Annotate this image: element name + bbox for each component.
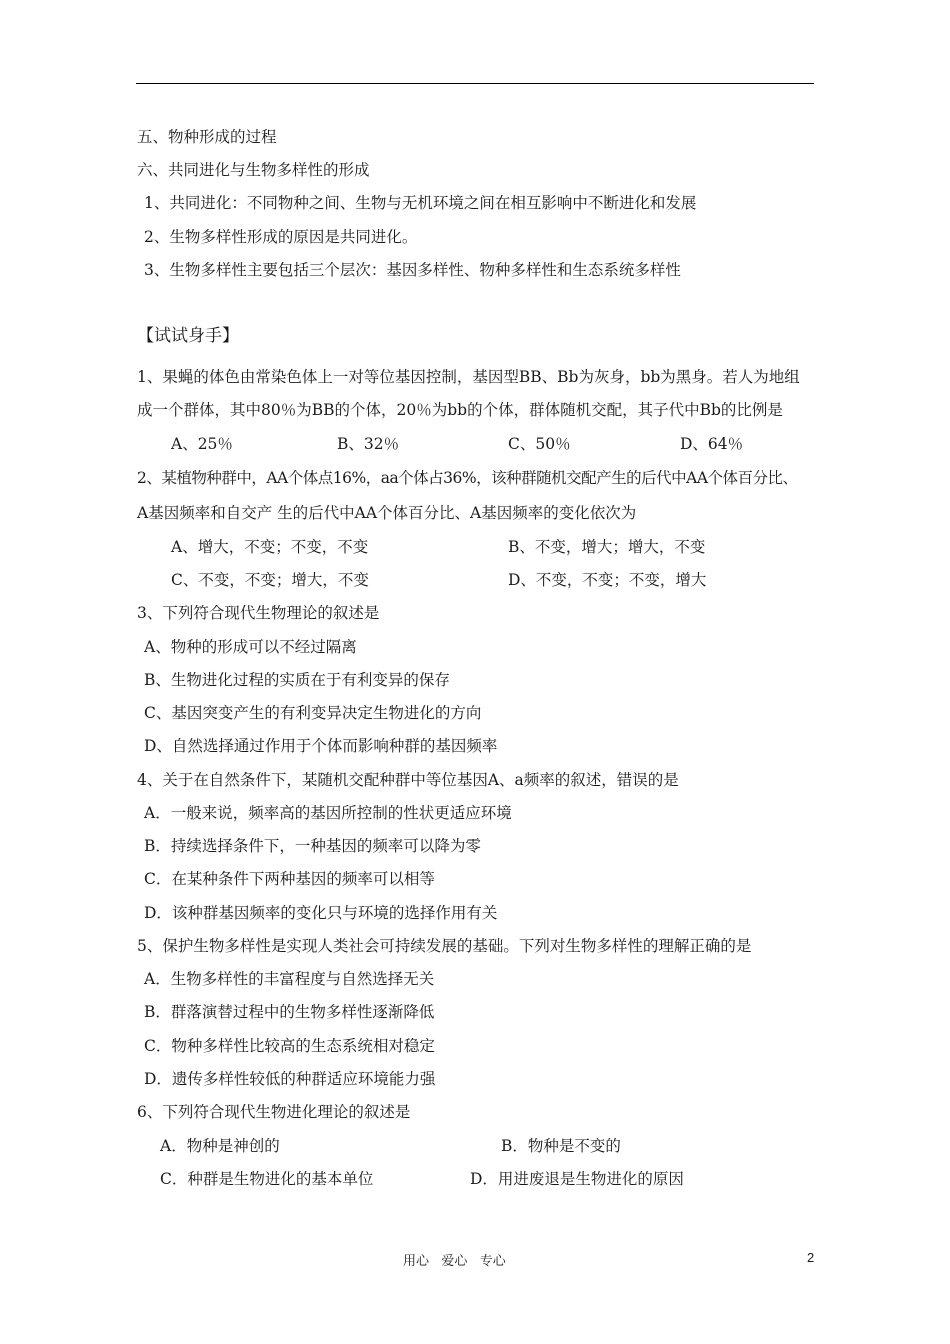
- q2-option-d: D、不变，不变；不变，增大: [508, 571, 707, 589]
- q6-option-a: A．物种是神创的: [160, 1137, 280, 1155]
- q1-stem-line1: 1、果蝇的体色由常染色体上一对等位基因控制，基因型BB、Bb为灰身，bb为黑身。若人为地组: [137, 368, 800, 386]
- q2-option-a: A、增大，不变；不变，不变: [171, 538, 369, 556]
- q2-option-c: C、不变，不变；增大，不变: [171, 571, 369, 589]
- q3-option-d: D、自然选择通过作用于个体而影响种群的基因频率: [144, 737, 498, 755]
- q2-option-b: B、不变，增大；增大，不变: [508, 538, 706, 556]
- q4-option-a: A．一般来说，频率高的基因所控制的性状更适应环境: [144, 804, 512, 822]
- q4-stem: 4、关于在自然条件下，某随机交配种群中等位基因A、a频率的叙述，错误的是: [137, 771, 679, 789]
- header-rule: [136, 83, 814, 84]
- section-five: 五、物种形成的过程: [137, 128, 277, 146]
- q4-option-b: B．持续选择条件下，一种基因的频率可以降为零: [144, 837, 481, 855]
- q3-option-a: A、物种的形成可以不经过隔离: [144, 638, 357, 656]
- q1-option-d: D、64％: [680, 435, 744, 453]
- q6-option-b: B．物种是不变的: [501, 1137, 621, 1155]
- q5-option-a: A．生物多样性的丰富程度与自然选择无关: [144, 970, 435, 988]
- q1-stem-line2: 成一个群体，其中80％为BB的个体，20％为bb的个体，群体随机交配，其子代中Bb的比例是: [137, 401, 783, 419]
- q1-option-b: B、32％: [337, 435, 400, 453]
- practice-title: 【试试身手】: [137, 326, 239, 346]
- section-six-point-2: 2、生物多样性形成的原因是共同进化。: [144, 228, 418, 246]
- q5-option-b: B．群落演替过程中的生物多样性逐渐降低: [144, 1003, 435, 1021]
- q6-stem: 6、下列符合现代生物进化理论的叙述是: [137, 1103, 411, 1121]
- q2-stem-line2: A基因频率和自交产 生的后代中AA个体百分比、A基因频率的变化依次为: [137, 504, 637, 522]
- section-six-point-3: 3、生物多样性主要包括三个层次：基因多样性、物种多样性和生态系统多样性: [144, 261, 681, 279]
- q6-option-c: C．种群是生物进化的基本单位: [160, 1170, 374, 1188]
- q1-option-c: C、50％: [508, 435, 571, 453]
- q6-option-d: D．用进废退是生物进化的原因: [470, 1170, 684, 1188]
- q3-option-b: B、生物进化过程的实质在于有利变异的保存: [144, 671, 450, 689]
- q3-option-c: C、基因突变产生的有利变异决定生物进化的方向: [144, 704, 482, 722]
- footer-motto: 用心 爱心 专心: [403, 1254, 506, 1269]
- q4-option-c: C．在某种条件下两种基因的频率可以相等: [144, 870, 435, 888]
- q5-option-c: C．物种多样性比较高的生态系统相对稳定: [144, 1037, 435, 1055]
- q3-stem: 3、下列符合现代生物理论的叙述是: [137, 604, 380, 622]
- q5-stem: 5、保护生物多样性是实现人类社会可持续发展的基础。下列对生物多样性的理解正确的是: [137, 937, 752, 955]
- section-six: 六、共同进化与生物多样性的形成: [137, 161, 370, 179]
- q1-option-a: A、25％: [171, 435, 233, 453]
- section-six-point-1: 1、共同进化：不同物种之间、生物与无机环境之间在相互影响中不断进化和发展: [144, 194, 697, 212]
- page-number: 2: [807, 1250, 815, 1265]
- q2-stem-line1: 2、某植物种群中，AA个体点16%，aa个体占36%，该种群随机交配产生的后代中AA个体百分比、: [137, 469, 798, 487]
- q5-option-d: D．遗传多样性较低的种群适应环境能力强: [144, 1070, 436, 1088]
- q4-option-d: D．该种群基因频率的变化只与环境的选择作用有关: [144, 904, 498, 922]
